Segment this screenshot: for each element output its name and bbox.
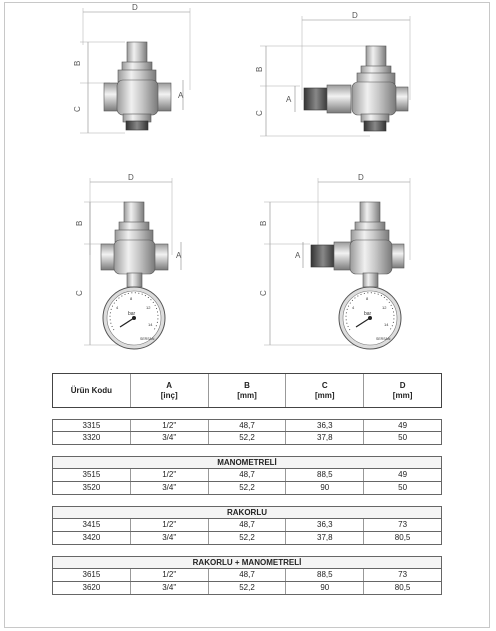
group-title: MANOMETRELİ bbox=[52, 456, 442, 469]
dim-label-b: B bbox=[255, 66, 264, 72]
header-d: D [mm] bbox=[392, 380, 413, 400]
gauge-tick: 14 bbox=[384, 322, 389, 327]
table-row: 3520 3/4" 52,2 90 50 bbox=[52, 482, 442, 495]
gauge-brand: SERSAN bbox=[140, 337, 155, 341]
dim-label-a: A bbox=[176, 251, 182, 260]
table-row: 3620 3/4" 52,2 90 80,5 bbox=[52, 582, 442, 595]
dim-label-c: C bbox=[259, 290, 268, 296]
header-b: B [mm] bbox=[209, 374, 287, 407]
group-title: RAKORLU bbox=[52, 506, 442, 519]
table-row: 3615 1/2" 48,7 88,5 73 bbox=[52, 569, 442, 582]
dim-label-b: B bbox=[75, 220, 84, 226]
table-row: 3315 1/2" 48,7 36,3 49 bbox=[52, 419, 442, 432]
header-product-code: Ürün Kodu bbox=[53, 374, 131, 407]
table-header bbox=[52, 373, 442, 408]
gauge-tick: 4 bbox=[352, 305, 355, 310]
header-a: A [inç] bbox=[131, 374, 209, 407]
dim-label-a: A bbox=[178, 91, 184, 100]
drawing-union-front bbox=[255, 11, 410, 136]
drawing-basic-front bbox=[73, 3, 190, 133]
table-row: 3515 1/2" 48,7 88,5 49 bbox=[52, 469, 442, 482]
table-row: 3320 3/4" 52,2 37,8 50 bbox=[52, 432, 442, 445]
gauge-tick: 14 bbox=[148, 322, 153, 327]
table-row: 3415 1/2" 48,7 36,3 73 bbox=[52, 519, 442, 532]
dim-label-a: A bbox=[295, 251, 301, 260]
header-c: C [mm] bbox=[286, 374, 364, 407]
dim-label-d: D bbox=[352, 11, 358, 20]
drawing-gauge-front bbox=[75, 173, 182, 349]
spec-table bbox=[52, 373, 442, 595]
gauge-tick: 12 bbox=[382, 305, 387, 310]
dim-label-b: B bbox=[259, 220, 268, 226]
gauge-brand: SERSAN bbox=[376, 337, 391, 341]
gauge-tick: 8 bbox=[366, 296, 369, 301]
table-row: 3420 3/4" 52,2 37,8 80,5 bbox=[52, 532, 442, 545]
dim-label-d: D bbox=[358, 173, 364, 182]
dim-label-c: C bbox=[73, 106, 82, 112]
dim-label-a: A bbox=[286, 95, 292, 104]
dim-label-d: D bbox=[128, 173, 134, 182]
gauge-unit: bar bbox=[128, 311, 136, 317]
gauge-tick: 4 bbox=[116, 305, 119, 310]
dim-label-b: B bbox=[73, 60, 82, 66]
gauge-tick: 8 bbox=[130, 296, 133, 301]
dim-label-d: D bbox=[132, 3, 138, 12]
dim-label-c: C bbox=[255, 110, 264, 116]
drawing-union-gauge-front bbox=[259, 173, 410, 349]
gauge-tick: 12 bbox=[146, 305, 151, 310]
gauge-unit: bar bbox=[364, 311, 372, 317]
group-title: RAKORLU + MANOMETRELİ bbox=[52, 556, 442, 569]
dim-label-c: C bbox=[75, 290, 84, 296]
